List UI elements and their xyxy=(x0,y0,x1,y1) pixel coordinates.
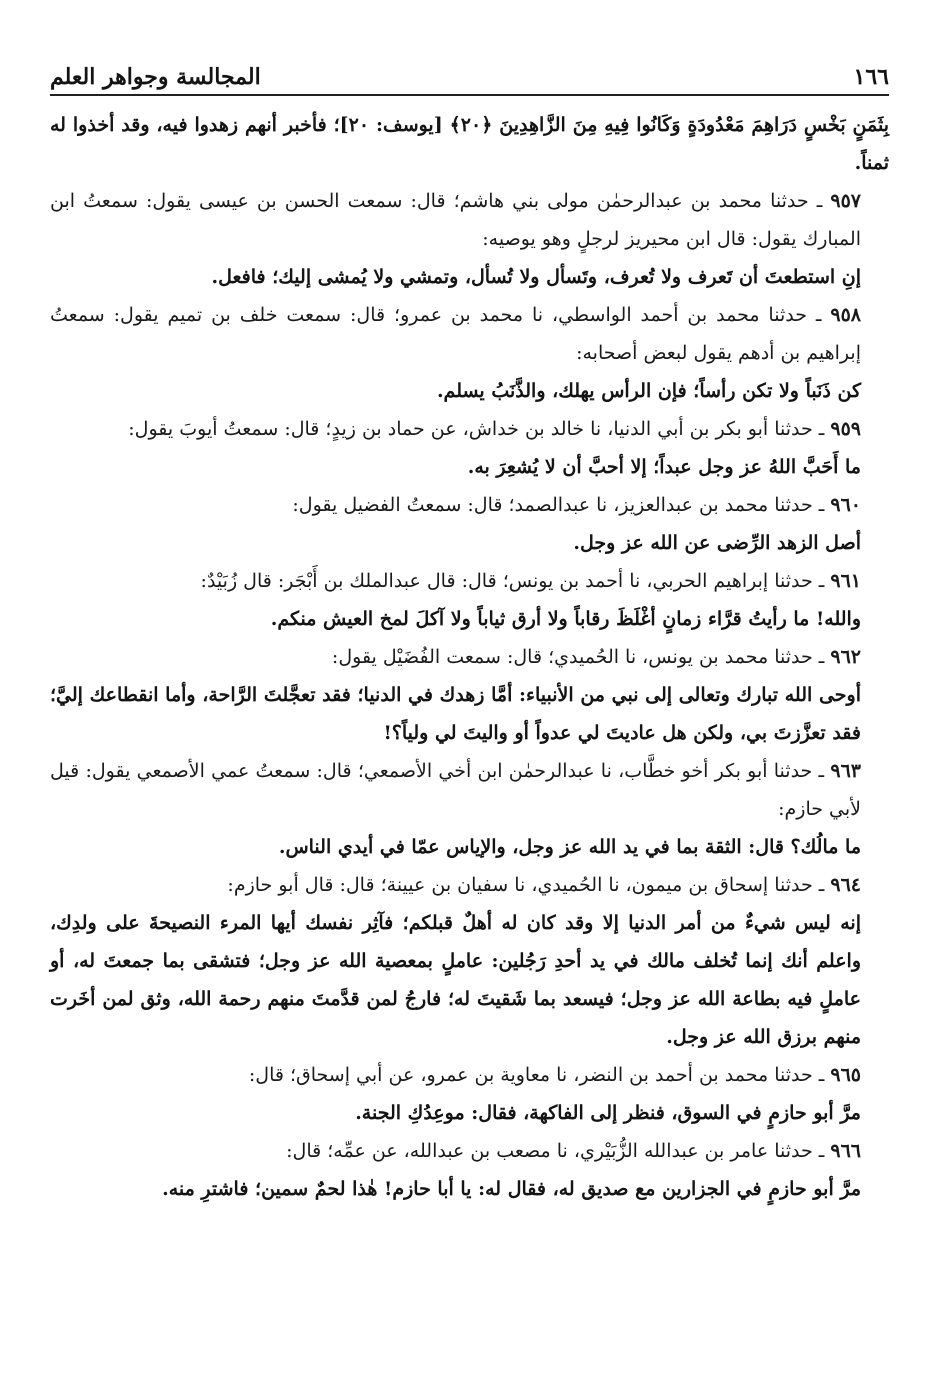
isnad-text: ـ حدثنا أبو بكر بن أبي الدنيا، نا خالد بن خداش، عن حماد بن زيدٍ؛ قال: سمعتُ أيوبَ يقول: xyxy=(128,418,831,440)
isnad-text: ـ حدثنا محمد بن يونس، نا الحُميدي؛ قال: سمعت الفُضَيْل يقول: xyxy=(331,646,831,668)
isnad-text: ـ حدثنا أبو بكر أخو خطَّاب، نا عبدالرحمٰن ابن أخي الأصمعي؛ قال: سمعتُ عمي الأصمعي يقول: قيل لأبي حازم: xyxy=(50,760,861,820)
saying-957: إنِ استطعتَ أن تَعرف ولا تُعرف، وتَسأل ولا تُسأل، وتمشي ولا يُمشى إليك؛ فافعل. xyxy=(211,266,861,288)
report-number: ٩٥٨ xyxy=(830,304,861,326)
report-number: ٩٥٩ xyxy=(830,418,861,440)
isnad-text: ـ حدثنا محمد بن أحمد بن النضر، نا معاوية بن عمرو، عن أبي إسحاق؛ قال: xyxy=(248,1064,831,1086)
isnad-text: ـ حدثنا محمد بن أحمد الواسطي، نا محمد بن عمرو؛ قال: سمعت خلف بن تميم يقول: سمعتُ إبراهيم بن أدهم يقول لبعض أصحابه: xyxy=(50,304,861,364)
page-number: ١٦٦ xyxy=(853,64,889,90)
report-number: ٩٦٢ xyxy=(830,646,861,668)
isnad-965 xyxy=(50,1056,889,1094)
running-header xyxy=(50,54,889,90)
isnad-text: ـ حدثنا إبراهيم الحربي، نا أحمد بن يونس؛ قال: قال عبدالملك بن أَبْجَر: قال زُبَيْدٌ: xyxy=(200,570,831,592)
report-number: ٩٦١ xyxy=(830,570,861,592)
saying-966: مرَّ أبو حازمٍ في الجزارين مع صديق له، فقال له: يا أبا حازم! هٰذا لحمٌ سمين؛ فاشترِ منه. xyxy=(162,1178,861,1200)
isnad-960 xyxy=(50,486,889,524)
report-number: ٩٦٣ xyxy=(830,760,861,782)
isnad-text: ـ حدثنا عامر بن عبدالله الزُّبَيْري، نا مصعب بن عبدالله، عن عمِّه؛ قال: xyxy=(286,1140,831,1162)
book-title: المجالسة وجواهر العلم xyxy=(50,64,261,90)
isnad-text: ـ حدثنا محمد بن عبدالعزيز، نا عبدالصمد؛ قال: سمعتُ الفضيل يقول: xyxy=(292,494,831,516)
isnad-966 xyxy=(50,1132,889,1170)
isnad-963 xyxy=(50,752,889,828)
saying-960: أصل الزهد الرِّضى عن الله عز وجل. xyxy=(573,532,861,554)
isnad-964 xyxy=(50,866,889,904)
isnad-961 xyxy=(50,562,889,600)
report-number: ٩٦٠ xyxy=(830,494,861,516)
isnad-962 xyxy=(50,638,889,676)
isnad-text: ـ حدثنا محمد بن عبدالرحمٰن مولى بني هاشم؛ قال: سمعت الحسن بن عيسى يقول: سمعتُ ابن المبارك يقول: قال ابن محيريز لرجلٍ وهو يوصيه: xyxy=(50,190,861,250)
report-number: ٩٥٧ xyxy=(830,190,861,212)
isnad-958 xyxy=(50,296,889,372)
saying-964: إنه ليس شيءٌ من أمر الدنيا إلا وقد كان له أهلٌ قبلكم؛ فآثِر نفسك أيها المرء النصيحةَ على ولدِك، واعلم أنك إنما تُخلف مالك في يد أحدِ رَجُلين: عاملٍ بمعصية الله عز وجل؛ فتشقى بما جمعتَ له، أو عاملٍ فيه بطاعة الله عز وجل؛ فيسعد بما شَقيتَ له؛ فارجُ لمن قدَّمتَ منهم رحمة الله، وثق لمن أخَرت منهم برزق الله عز وجل. xyxy=(50,912,861,1048)
report-number: ٩٦٦ xyxy=(830,1140,861,1162)
saying-961: والله! ما رأيتُ قرَّاء زمانٍ أغْلَظَ رقاباً ولا أرق ثياباً ولا آكلَ لمخ العيش منكم. xyxy=(270,608,861,630)
quran-continuation: بِثَمَنٍ بَخْسٍ دَرَاهِمَ مَعْدُودَةٍ وَكَانُوا فِيهِ مِنَ الزَّاهِدِينَ ﴿٢٠﴾ [يوسف: ٢٠]؛ فأخبر أنهم زهدوا فيه، وقد أخذوا له ثمناً. xyxy=(50,114,889,174)
saying-958: كن ذَنَباً ولا تكن رأساً؛ فإن الرأس يهلك، والذَّنَبُ يسلم. xyxy=(436,380,861,402)
saying-963: ما مالُك؟ قال: الثقة بما في يد الله عز وجل، والإياس عمّا في أيدي الناس. xyxy=(278,836,861,858)
saying-959: ما أَحَبَّ اللهُ عز وجل عبداً؛ إلا أحبَّ أن لا يُشعِرَ به. xyxy=(467,456,861,478)
saying-962: أوحى الله تبارك وتعالى إلى نبي من الأنبياء: أمَّا زهدك في الدنيا؛ فقد تعجَّلتَ الرَّاحة، وأما انقطاعك إليَّ؛ فقد تعزَّزتَ بي، ولكن هل عاديتَ لي عدواً أو واليتَ لي ولياً؟! xyxy=(50,684,861,744)
isnad-957 xyxy=(50,182,889,258)
header-divider xyxy=(50,94,889,96)
isnad-959 xyxy=(50,410,889,448)
report-number: ٩٦٤ xyxy=(830,874,861,896)
isnad-text: ـ حدثنا إسحاق بن ميمون، نا الحُميدي، نا سفيان بن عيينة؛ قال: قال أبو حازم: xyxy=(227,874,831,896)
saying-965: مرَّ أبو حازمٍ في السوق، فنظر إلى الفاكهة، فقال: موعِدُكِ الجنة. xyxy=(355,1102,861,1124)
report-number: ٩٦٥ xyxy=(830,1064,861,1086)
